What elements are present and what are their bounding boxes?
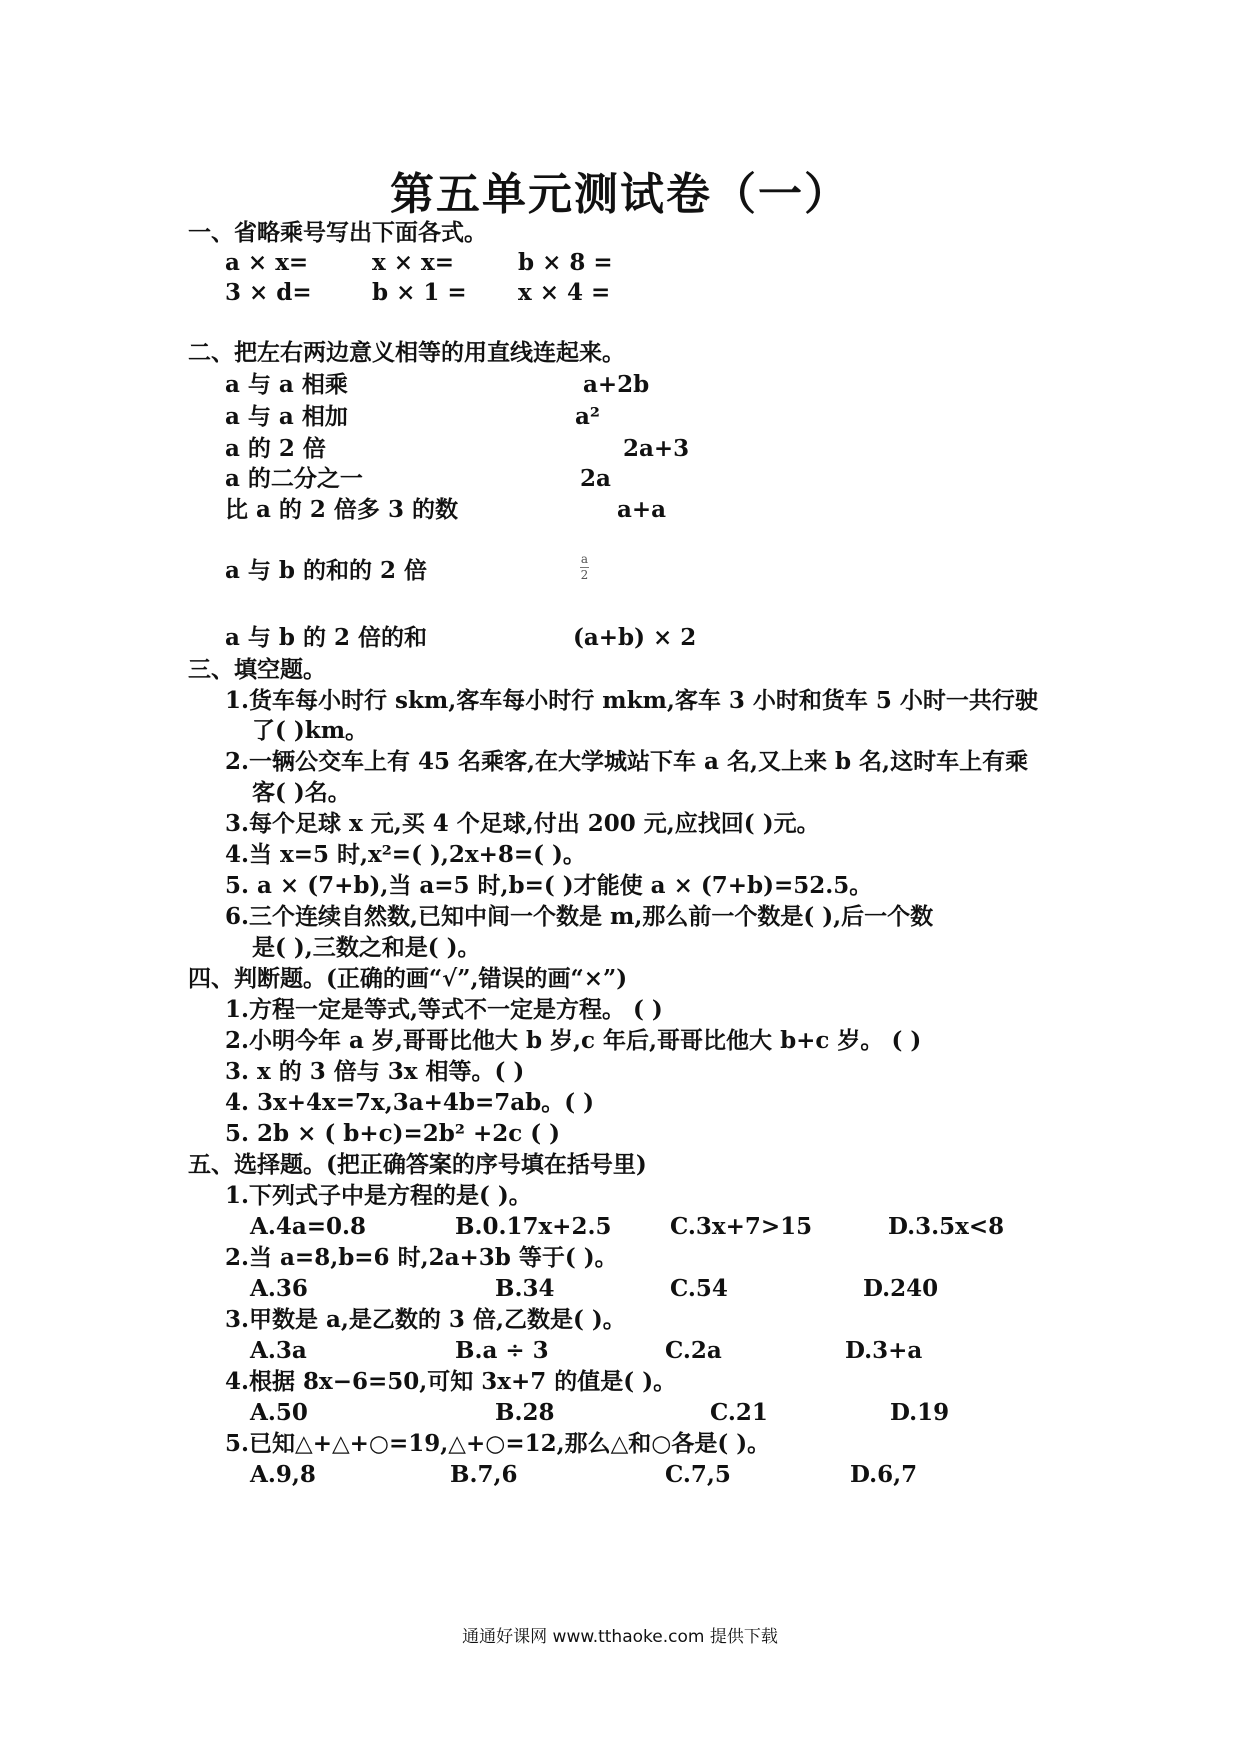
judge-question: 5. 2b × ( b+c)=2b² +2c ( )	[225, 1120, 561, 1147]
fraction-numerator: a	[580, 552, 589, 566]
choice-option: C.21	[710, 1399, 768, 1426]
fill-question: 2.一辆公交车上有 45 名乘客,在大学城站下车 a 名,又上来 b 名,这时车上有乘	[225, 748, 1029, 775]
choice-option: D.19	[890, 1399, 950, 1426]
choice-option: B.a ÷ 3	[455, 1337, 549, 1364]
choice-question: 5.已知△+△+○=19,△+○=12,那么△和○各是( )。	[225, 1430, 771, 1457]
choice-option: A.4a=0.8	[250, 1213, 367, 1240]
match-right-item: 2a	[580, 465, 611, 492]
fill-question-cont: 是( ),三数之和是( )。	[252, 934, 481, 961]
match-left-item: a 与 b 的和的 2 倍	[225, 557, 428, 584]
fill-question: 1.货车每小时行 skm,客车每小时行 mkm,客车 3 小时和货车 5 小时一共行驶	[225, 687, 1038, 714]
choice-option: B.7,6	[450, 1461, 518, 1488]
sec1-expr: x × x=	[372, 249, 454, 276]
choice-option: C.54	[670, 1275, 728, 1302]
section-4-heading: 四、判断题。(正确的画“√”,错误的画“×”)	[188, 965, 628, 992]
choice-option: B.34	[495, 1275, 555, 1302]
judge-question: 1.方程一定是等式,等式不一定是方程。 ( )	[225, 996, 663, 1023]
choice-question: 2.当 a=8,b=6 时,2a+3b 等于( )。	[225, 1244, 618, 1271]
sec1-expr: b × 8 =	[518, 249, 613, 276]
choice-option: C.2a	[665, 1337, 722, 1364]
match-left-item: 比 a 的 2 倍多 3 的数	[225, 496, 458, 523]
choice-option: D.240	[863, 1275, 939, 1302]
choice-option: A.9,8	[250, 1461, 316, 1488]
sec1-expr: x × 4 =	[518, 279, 611, 306]
match-right-fraction	[580, 553, 589, 582]
fill-question: 5. a × (7+b),当 a=5 时,b=( )才能使 a × (7+b)=52.5。	[225, 872, 873, 899]
match-left-item: a 与 a 相乘	[225, 371, 348, 398]
choice-option: C.7,5	[665, 1461, 731, 1488]
sec1-expr: a × x=	[225, 249, 309, 276]
fill-question-cont: 了( )km。	[252, 717, 369, 744]
fill-question: 3.每个足球 x 元,买 4 个足球,付出 200 元,应找回( )元。	[225, 810, 820, 837]
match-left-item: a 与 a 相加	[225, 403, 348, 430]
match-left-item: a 的 2 倍	[225, 435, 326, 462]
page-title: 第五单元测试卷（一）	[390, 169, 850, 220]
choice-option: C.3x+7>15	[670, 1213, 813, 1240]
choice-option: B.28	[495, 1399, 555, 1426]
match-right-item: a+2b	[583, 371, 650, 398]
footer-source: 通通好课网 www.tthaoke.com 提供下载	[462, 1627, 778, 1647]
fill-question-cont: 客( )名。	[252, 779, 351, 806]
choice-option: A.50	[250, 1399, 308, 1426]
choice-option: B.0.17x+2.5	[455, 1213, 612, 1240]
choice-question: 4.根据 8x−6=50,可知 3x+7 的值是( )。	[225, 1368, 677, 1395]
choice-question: 1.下列式子中是方程的是( )。	[225, 1182, 532, 1209]
match-right-item: a+a	[617, 496, 667, 523]
fraction-denominator: 2	[580, 568, 589, 582]
section-5-heading: 五、选择题。(把正确答案的序号填在括号里)	[188, 1151, 647, 1178]
choice-option: D.6,7	[850, 1461, 918, 1488]
match-left-item: a 的二分之一	[225, 465, 363, 492]
section-2-heading: 二、把左右两边意义相等的用直线连起来。	[188, 339, 625, 366]
judge-question: 4. 3x+4x=7x,3a+4b=7ab。( )	[225, 1089, 595, 1116]
choice-option: D.3+a	[845, 1337, 923, 1364]
fill-question: 4.当 x=5 时,x²=( ),2x+8=( )。	[225, 841, 586, 868]
choice-option: A.36	[250, 1275, 308, 1302]
fill-question: 6.三个连续自然数,已知中间一个数是 m,那么前一个数是( ),后一个数	[225, 903, 934, 930]
match-right-item: a²	[575, 403, 600, 430]
judge-question: 3. x 的 3 倍与 3x 相等。( )	[225, 1058, 525, 1085]
sec1-expr: b × 1 =	[372, 279, 467, 306]
sec1-expr: 3 × d=	[225, 279, 312, 306]
match-right-item: (a+b) × 2	[573, 624, 697, 651]
section-3-heading: 三、填空题。	[188, 656, 326, 683]
match-right-item: 2a+3	[623, 435, 690, 462]
section-1-heading: 一、省略乘号写出下面各式。	[188, 219, 487, 246]
judge-question: 2.小明今年 a 岁,哥哥比他大 b 岁,c 年后,哥哥比他大 b+c 岁。 ( )	[225, 1027, 922, 1054]
match-left-item: a 与 b 的 2 倍的和	[225, 624, 428, 651]
choice-option: A.3a	[250, 1337, 307, 1364]
choice-option: D.3.5x<8	[888, 1213, 1005, 1240]
choice-question: 3.甲数是 a,是乙数的 3 倍,乙数是( )。	[225, 1306, 626, 1333]
